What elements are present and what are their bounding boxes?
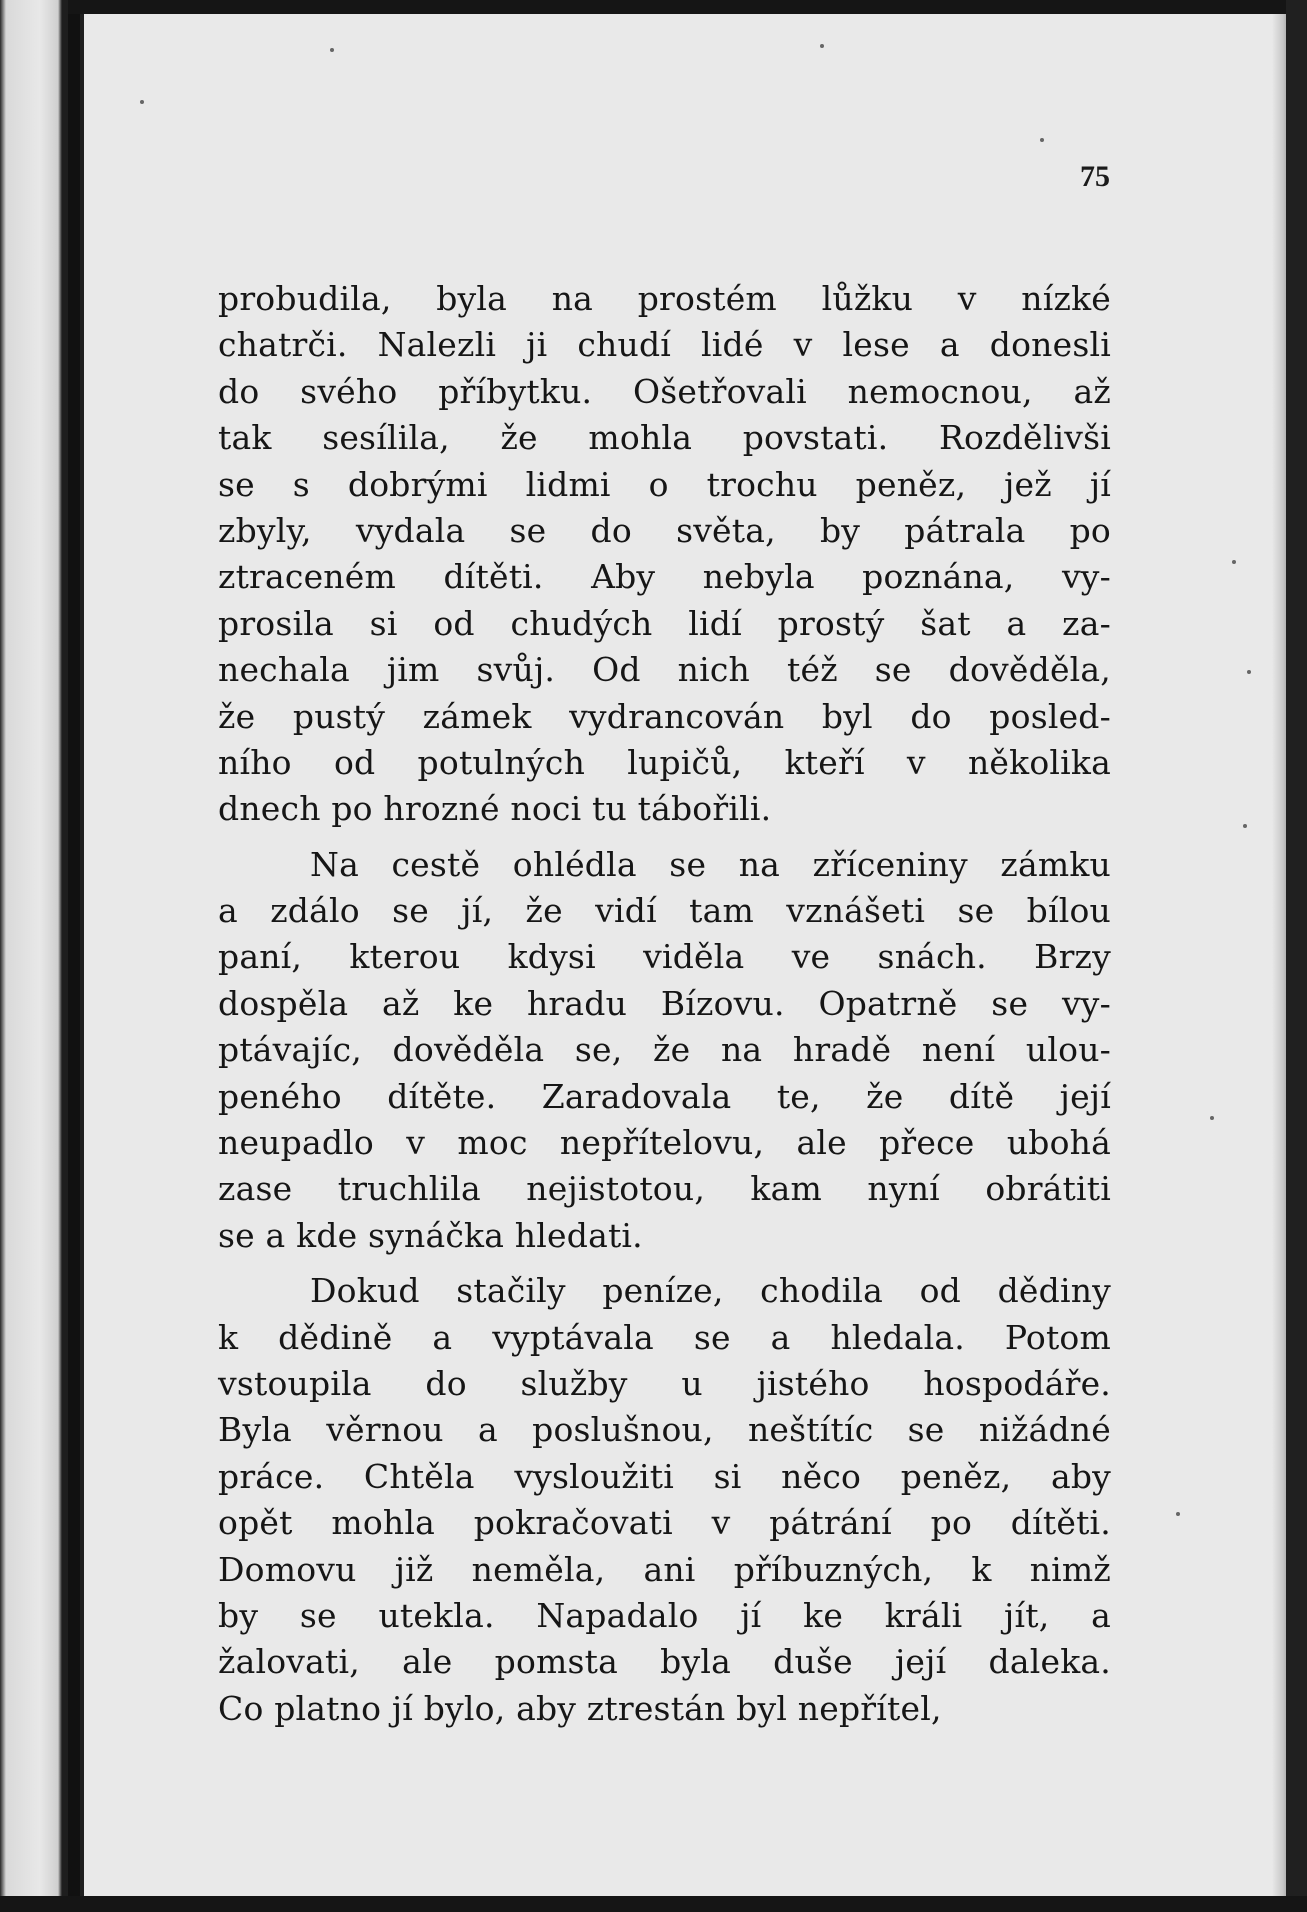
paragraph xyxy=(218,1268,1111,1732)
text-line: nechala jim svůj. Od nich též se dověděla, xyxy=(218,650,1111,690)
text-line: žalovati, ale pomsta byla duše její daleka. xyxy=(218,1642,1111,1682)
text-line: zase truchlila nejistotou, kam nyní obrátiti xyxy=(218,1169,1111,1209)
text-line: dospěla až ke hradu Bízovu. Opatrně se vy- xyxy=(218,983,1111,1023)
text-line: práce. Chtěla vysloužiti si něco peněz, aby xyxy=(218,1456,1111,1496)
text-line: Dokud stačily peníze, chodila od dědiny xyxy=(310,1271,1111,1311)
text-line: peného dítěte. Zaradovala te, že dítě její xyxy=(218,1076,1111,1116)
paper-speck xyxy=(330,48,334,52)
text-line: zbyly, vydala se do světa, by pátrala po xyxy=(218,510,1111,550)
paper-speck xyxy=(820,44,824,48)
scan-border-top xyxy=(0,0,1307,14)
paper-speck xyxy=(1210,1116,1214,1120)
facing-page-edge xyxy=(0,0,68,1912)
text-line: opět mohla pokračovati v pátrání po dítěti. xyxy=(218,1503,1111,1543)
text-line: se s dobrými lidmi o trochu peněz, jež jí xyxy=(218,464,1111,504)
text-line: Byla věrnou a poslušnou, neštítíc se nižádné xyxy=(218,1410,1111,1450)
text-line: Co platno jí bylo, aby ztrestán byl nepřítel, xyxy=(218,1688,942,1728)
page-number: 75 xyxy=(1080,160,1110,193)
text-line: a zdálo se jí, že vidí tam vznášeti se bílou xyxy=(218,891,1111,931)
text-line: probudila, byla na prostém lůžku v nízké xyxy=(218,279,1111,318)
text-line: dnech po hrozné noci tu tábořili. xyxy=(218,789,772,829)
text-line: vstoupila do služby u jistého hospodáře. xyxy=(218,1363,1111,1403)
text-line: ního od potulných lupičů, kteří v několika xyxy=(218,742,1111,782)
text-line: chatrči. Nalezli ji chudí lidé v lese a donesli xyxy=(218,325,1111,365)
text-line: neupadlo v moc nepřítelovu, ale přece ubohá xyxy=(218,1123,1111,1163)
text-line: k dědině a vyptávala se a hledala. Potom xyxy=(218,1317,1111,1357)
text-line: by se utekla. Napadalo jí ke králi jít, a xyxy=(218,1595,1111,1635)
paragraph xyxy=(218,842,1111,1260)
paper-speck xyxy=(1243,824,1247,828)
scan-border-bottom xyxy=(0,1896,1307,1912)
text-line: do svého příbytku. Ošetřovali nemocnou, až xyxy=(218,371,1111,411)
text-line: prosila si od chudých lidí prostý šat a za- xyxy=(218,603,1111,643)
text-line: paní, kterou kdysi viděla ve snách. Brzy xyxy=(218,937,1111,977)
text-line: se a kde synáčka hledati. xyxy=(218,1215,643,1255)
text-line: tak sesílila, že mohla povstati. Rozdělivši xyxy=(218,418,1111,458)
paper-speck xyxy=(1247,670,1251,674)
paragraph xyxy=(218,276,1111,833)
text-line: ztraceném dítěti. Aby nebyla poznána, vy- xyxy=(218,557,1111,597)
body-text xyxy=(218,276,1111,1741)
paper-speck xyxy=(1232,560,1236,564)
paper-speck xyxy=(1176,1512,1180,1516)
paper-speck xyxy=(1040,138,1044,142)
text-line: Na cestě ohlédla se na zříceniny zámku xyxy=(310,844,1111,884)
text-line: že pustý zámek vydrancován byl do posled- xyxy=(218,696,1111,736)
scan-border-right xyxy=(1286,0,1307,1912)
paper-speck xyxy=(140,100,144,104)
text-line: Domovu již neměla, ani příbuzných, k nimž xyxy=(218,1549,1111,1589)
text-line: ptávajíc, dověděla se, že na hradě není ulou- xyxy=(218,1030,1111,1070)
